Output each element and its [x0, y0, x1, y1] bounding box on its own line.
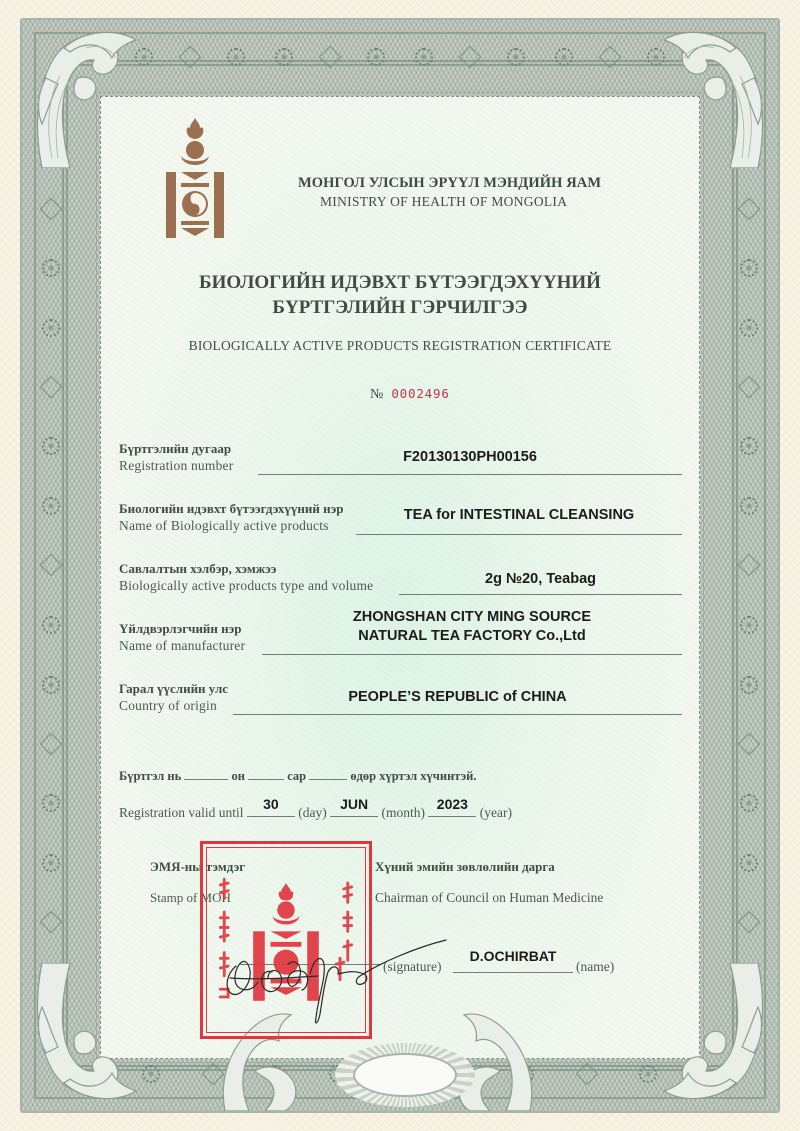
rosette-icon: [740, 676, 758, 694]
rosette-icon: [507, 48, 525, 66]
certificate-title-mn-line2: БҮРТГЭЛИЙН ГЭРЧИЛГЭЭ: [272, 297, 528, 318]
certificate-title-en: BIOLOGICALLY ACTIVE PRODUCTS REGISTRATION CERTIFICATE: [188, 338, 612, 353]
field-product-name: [119, 500, 682, 536]
field-underline: [258, 474, 682, 475]
validity-month-mn: сар: [287, 769, 307, 783]
field-underline: [356, 534, 682, 535]
validity-text-mn: [119, 769, 476, 784]
field-value: F20130130PH00156: [403, 449, 537, 465]
rosette-icon: [42, 437, 60, 455]
chairman-label-en: Chairman of Council on Human Medicine: [375, 890, 604, 905]
diamond-icon: [319, 46, 342, 69]
month-label: (month): [381, 805, 425, 820]
diamond-icon: [40, 198, 63, 221]
blank-line: [309, 770, 347, 780]
field-label-mn: Биологийн идэвхт бүтээгдэхүүний нэр: [119, 501, 344, 516]
field-underline: [262, 654, 682, 655]
field-value: 2g №20, Teabag: [485, 571, 596, 587]
diamond-icon: [738, 911, 761, 934]
soyombo-emblem-icon: [163, 116, 227, 240]
oval-cartouche: [335, 1043, 475, 1107]
diamond-icon: [738, 198, 761, 221]
certificate-number-value: 0002496: [391, 386, 450, 401]
field-country-of-origin: [119, 680, 682, 716]
field-label-mn: Савлалтын хэлбэр, хэмжээ: [119, 561, 277, 576]
field-manufacturer: [119, 609, 682, 656]
stamp-label-en: Stamp of MOH: [150, 890, 231, 905]
field-value: PEOPLE’S REPUBLIC of CHINA: [348, 689, 567, 705]
validity-prefix-en: Registration valid until: [119, 805, 244, 820]
diamond-icon: [575, 1063, 598, 1086]
field-underline: [399, 594, 682, 595]
name-underline: [453, 972, 573, 973]
rosette-icon: [740, 794, 758, 812]
diamond-icon: [40, 554, 63, 577]
chairman-name: D.OCHIRBAT: [469, 948, 557, 964]
field-type-volume: [119, 560, 682, 596]
border-rosettes-top: [120, 42, 680, 72]
acanthus-leaf-ornament-icon: [215, 1001, 305, 1111]
diamond-icon: [179, 46, 202, 69]
diamond-icon: [40, 376, 63, 399]
field-value-line2: NATURAL TEA FACTORY Co.,Ltd: [358, 628, 586, 644]
rosette-icon: [740, 437, 758, 455]
diamond-icon: [738, 376, 761, 399]
rosette-icon: [42, 616, 60, 634]
rosette-icon: [227, 48, 245, 66]
rosette-icon: [42, 319, 60, 337]
rosette-icon: [740, 616, 758, 634]
rosette-icon: [42, 497, 60, 515]
diamond-icon: [738, 732, 761, 755]
field-label-en: Country of origin: [119, 698, 217, 713]
border-rosettes-right: [734, 120, 764, 1011]
year-label: (year): [479, 805, 512, 820]
validity-year-mn: он: [231, 769, 245, 783]
rosette-icon: [367, 48, 385, 66]
validity-day-value: 30: [263, 796, 279, 812]
ministry-name-mn: МОНГОЛ УЛСЫН ЭРҮҮЛ МЭНДИЙН ЯАМ: [298, 175, 602, 191]
field-label-en: Biologically active products type and volume: [119, 578, 374, 593]
diamond-icon: [599, 46, 622, 69]
signature-label: (signature): [383, 959, 442, 974]
rosette-icon: [740, 319, 758, 337]
signature-underline: [240, 964, 380, 965]
field-label-en: Registration number: [119, 458, 234, 473]
field-label-en: Name of Biologically active products: [119, 518, 329, 533]
validity-year-value: 2023: [436, 796, 468, 812]
chairman-label-mn: Хүний эмийн зөвлөлийн дарга: [375, 859, 555, 874]
validity-text-en: [119, 796, 512, 821]
rosette-icon: [42, 854, 60, 872]
name-label: (name): [576, 959, 615, 974]
rosette-icon: [740, 854, 758, 872]
rosette-icon: [740, 972, 758, 990]
diamond-icon: [459, 46, 482, 69]
rosette-icon: [42, 141, 60, 159]
rosette-icon: [135, 48, 153, 66]
field-label-mn: Бүртгэлийн дугаар: [119, 441, 232, 456]
day-label: (day): [298, 805, 327, 820]
rosette-icon: [42, 972, 60, 990]
rosette-icon: [740, 497, 758, 515]
validity-month-value: JUN: [340, 796, 369, 812]
acanthus-leaf-ornament-icon: [450, 1001, 540, 1111]
blank-line: [184, 770, 228, 780]
blank-line: [248, 770, 284, 780]
certificate-title-mn-line1: БИОЛОГИЙН ИДЭВХТ БҮТЭЭГДЭХҮҮНИЙ: [199, 272, 601, 293]
rosette-icon: [415, 48, 433, 66]
validity-month-slot: [330, 796, 378, 817]
field-value-line1: ZHONGSHAN CITY MING SOURCE: [352, 609, 592, 625]
validity-day-slot: [247, 796, 295, 817]
field-label-mn: Үйлдвэрлэгчийн нэр: [119, 621, 242, 636]
rosette-icon: [42, 676, 60, 694]
rosette-icon: [639, 1065, 657, 1083]
rosette-icon: [555, 48, 573, 66]
stamp-label-mn: ЭМЯ-ны тэмдэг: [150, 859, 246, 874]
field-value: TEA for INTESTINAL CLEANSING: [403, 507, 635, 523]
validity-year-slot: [428, 796, 476, 817]
rosette-icon: [740, 141, 758, 159]
rosette-icon: [275, 48, 293, 66]
diamond-icon: [40, 911, 63, 934]
cartouche-center: [353, 1053, 457, 1097]
rosette-icon: [647, 48, 665, 66]
field-underline: [233, 714, 682, 715]
field-registration-number: [119, 440, 682, 476]
diamond-icon: [40, 732, 63, 755]
border-rosettes-left: [36, 120, 66, 1011]
rosette-icon: [42, 794, 60, 812]
field-label-en: Name of manufacturer: [119, 638, 246, 653]
number-symbol: №: [370, 387, 384, 402]
diamond-icon: [738, 554, 761, 577]
certificate-number: [370, 386, 450, 403]
validity-suffix-mn: өдөр хүртэл хүчинтэй.: [350, 769, 477, 783]
ministry-name-en: MINISTRY OF HEALTH OF MONGOLIA: [320, 194, 568, 209]
field-label-mn: Гарал үүслийн улс: [119, 681, 229, 696]
rosette-icon: [142, 1065, 160, 1083]
validity-prefix-mn: Бүртгэл нь: [119, 769, 182, 783]
